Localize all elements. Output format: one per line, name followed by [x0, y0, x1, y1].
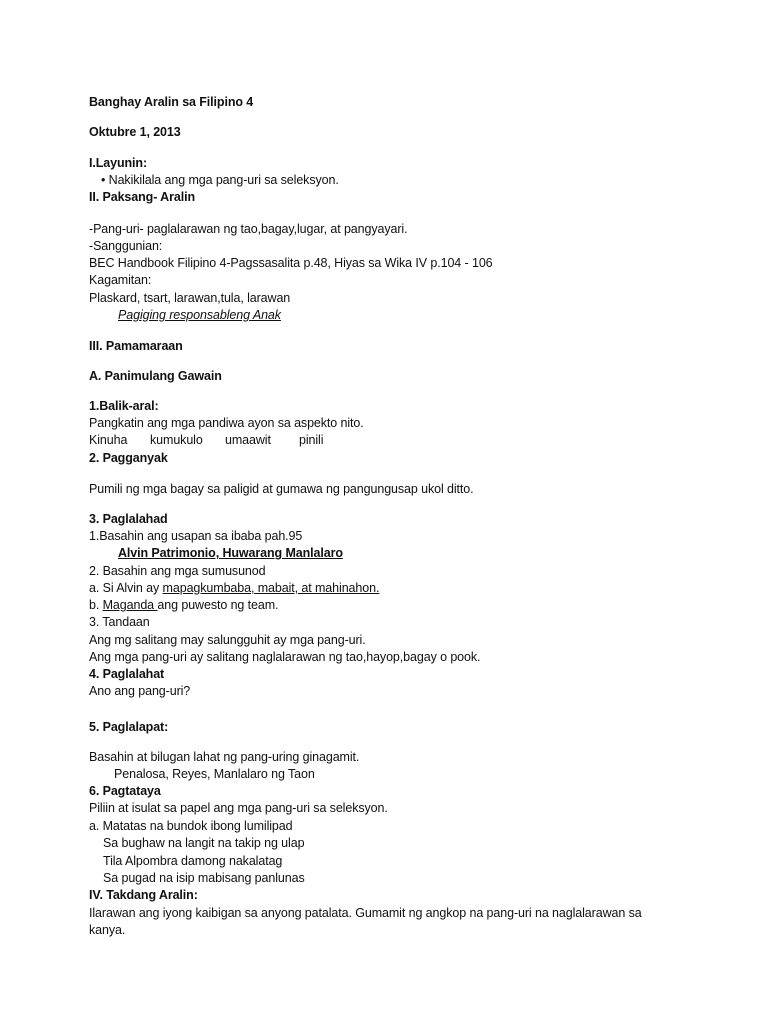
evaluation-text: Piliin at isulat sa papel ang mga pang-uri sa seleksyon. — [89, 801, 388, 815]
presentation-text-3: 3. Tandaan — [89, 615, 150, 629]
homework-text-line-2: kanya. — [89, 923, 126, 937]
review-heading: 1.Balik-aral: — [89, 399, 159, 413]
poem-line: Tila Alpombra damong nakalatag — [103, 854, 283, 868]
section-objectives-heading: I.Layunin: — [89, 156, 148, 170]
presentation-text-1: 1.Basahin ang usapan sa ibaba pah.95 — [89, 529, 303, 543]
sources-label: -Sanggunian: — [89, 239, 163, 253]
review-words — [89, 432, 323, 448]
poem-line: Sa bughaw na langit na takip ng ulap — [103, 836, 305, 850]
poem-line: a. Matatas na bundok ibong lumilipad — [89, 819, 293, 833]
document-title: Banghay Aralin sa Filipino 4 — [89, 95, 254, 109]
presentation-text-4: Ang mg salitang may salungguhit ay mga pang-uri. — [89, 633, 366, 647]
review-text: Pangkatin ang mga pandiwa ayon sa aspekto nito. — [89, 416, 364, 430]
homework-text-line-1: Ilarawan ang iyong kaibigan sa anyong patalata. Gumamit ng angkop na pang-uri na naglalarawan sa — [89, 906, 642, 920]
example-b-suffix: ang puwesto ng team. — [157, 598, 279, 612]
poem-line: Sa pugad na isip mabisang panlunas — [103, 871, 305, 885]
sub-heading-initial-activity: A. Panimulang Gawain — [89, 369, 222, 383]
motivation-text: Pumili ng mga bagay sa paligid at gumawa ng pangungusap ukol ditto. — [89, 482, 474, 496]
document-date: Oktubre 1, 2013 — [89, 125, 181, 139]
example-a-adjectives: mapagkumbaba, mabait, at mahinahon. — [162, 581, 380, 595]
review-word: Kinuha — [89, 433, 128, 447]
example-b-adjective: Maganda — [102, 598, 158, 612]
section-procedure-heading: III. Pamamaraan — [89, 339, 183, 353]
materials-label: Kagamitan: — [89, 273, 152, 287]
application-text: Basahin at bilugan lahat ng pang-uring ginagamit. — [89, 750, 360, 764]
example-a — [89, 580, 379, 596]
example-a-prefix: a. Si Alvin ay — [89, 581, 163, 595]
example-b — [89, 597, 278, 613]
application-heading: 5. Paglalapat: — [89, 720, 169, 734]
materials-story-title: Pagiging responsableng Anak — [118, 308, 281, 322]
generalization-heading: 4. Paglalahat — [89, 667, 165, 681]
presentation-text-5: Ang mga pang-uri ay salitang naglalarawan ng tao,hayop,bagay o pook. — [89, 650, 481, 664]
review-word: pinili — [299, 433, 324, 447]
application-names: Penalosa, Reyes, Manlalaro ng Taon — [114, 767, 315, 781]
presentation-text-2: 2. Basahin ang mga sumusunod — [89, 564, 266, 578]
sources-text: BEC Handbook Filipino 4-Pagssasalita p.48, Hiyas sa Wika IV p.104 - 106 — [89, 256, 493, 270]
section-homework-heading: IV. Takdang Aralin: — [89, 888, 198, 902]
objective-item: • Nakikilala ang mga pang-uri sa seleksyon. — [101, 173, 339, 187]
evaluation-heading: 6. Pagtataya — [89, 784, 161, 798]
example-b-prefix: b. — [89, 598, 103, 612]
presentation-heading: 3. Paglalahad — [89, 512, 168, 526]
review-word: umaawit — [225, 433, 271, 447]
motivation-heading: 2. Pagganyak — [89, 451, 168, 465]
generalization-text: Ano ang pang-uri? — [89, 684, 191, 698]
materials-text: Plaskard, tsart, larawan,tula, larawan — [89, 291, 291, 305]
topic-text: -Pang-uri- paglalarawan ng tao,bagay,lugar, at pangyayari. — [89, 222, 408, 236]
section-subject-heading: II. Paksang- Aralin — [89, 190, 196, 204]
presentation-story-title: Alvin Patrimonio, Huwarang Manlalaro — [118, 546, 343, 560]
review-word: kumukulo — [150, 433, 203, 447]
